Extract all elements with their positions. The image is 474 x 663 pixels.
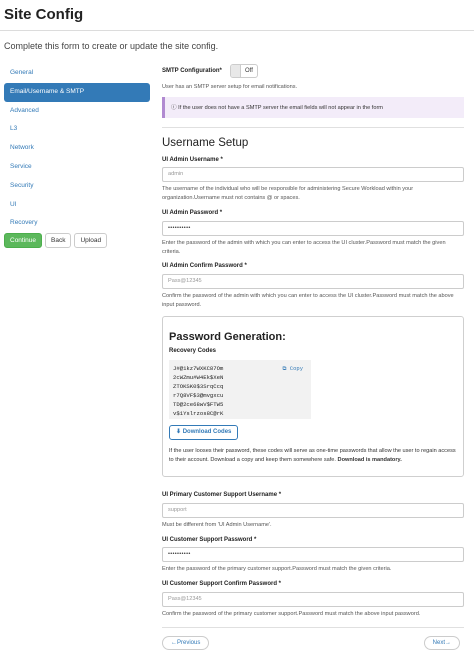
admin-username-label: UI Admin Username * bbox=[162, 157, 223, 163]
support-confirm-password-help: Confirm the password of the primary customer support.Password must match the above input password. bbox=[162, 611, 421, 617]
smtp-info-text: If the user does not have a SMTP server the email fields will not appear in the form bbox=[178, 105, 383, 111]
admin-password-input[interactable]: •••••••••• bbox=[162, 221, 464, 236]
admin-confirm-password-input[interactable]: Pass@12345 bbox=[162, 274, 464, 289]
recovery-codes-label: Recovery Codes bbox=[169, 348, 217, 354]
recovery-code: r7Q8VF$3@mvgxcu bbox=[173, 392, 224, 399]
admin-password-help: Enter the password of the admin with which you can enter to access the UI cluster.Password must match the given criteria. bbox=[162, 240, 446, 255]
smtp-info-alert bbox=[162, 97, 464, 118]
sidebar-item-security[interactable]: Security bbox=[10, 181, 34, 189]
recovery-code: J#@1kz7WXKC87Om bbox=[173, 365, 224, 372]
recovery-code: ZTOKSK0$3SrqCcq bbox=[173, 383, 224, 390]
admin-confirm-password-label: UI Admin Confirm Password * bbox=[162, 263, 247, 269]
sidebar-actions bbox=[4, 233, 107, 248]
support-password-help: Enter the password of the primary customer support.Password must match the given criteria. bbox=[162, 566, 392, 572]
support-username-label: UI Primary Customer Support Username * bbox=[162, 492, 282, 498]
toggle-knob bbox=[231, 65, 241, 77]
section-divider bbox=[162, 127, 464, 128]
recovery-codes-note-text: If the user looses their password, these codes will serve as one-time passwords that allow the user to regain access to their account. Download a copy and keep them somewhere safe. bbox=[169, 448, 456, 463]
smtp-config-label: SMTP Configuration* bbox=[162, 68, 222, 74]
sidebar-item-service[interactable]: Service bbox=[10, 162, 32, 170]
download-mandatory-text: Download is mandatory. bbox=[337, 456, 402, 463]
password-generation-panel bbox=[162, 316, 464, 477]
admin-password-label: UI Admin Password * bbox=[162, 210, 223, 216]
support-confirm-password-label: UI Customer Support Confirm Password * bbox=[162, 581, 282, 587]
smtp-help: User has an SMTP server setup for email notifications. bbox=[162, 84, 298, 90]
recovery-codes-box bbox=[169, 360, 311, 419]
recovery-code: TD@2ce68wV$FTW5 bbox=[173, 401, 224, 408]
copy-label: Copy bbox=[289, 365, 303, 372]
download-codes-button[interactable] bbox=[169, 425, 238, 440]
recovery-code: v$1Yslrzos8C@rK bbox=[173, 410, 224, 417]
sidebar-item-recovery[interactable]: Recovery bbox=[10, 219, 38, 227]
admin-username-help: The username of the individual who will be responsible for administering Secure Workload within your organization.Username must not contains @ or spaces. bbox=[162, 186, 414, 201]
continue-button[interactable]: Continue bbox=[4, 233, 42, 248]
password-generation-title: Password Generation: bbox=[169, 331, 286, 343]
copy-codes-button[interactable] bbox=[283, 364, 303, 373]
title-divider bbox=[0, 30, 474, 31]
sidebar-nav bbox=[4, 64, 150, 233]
recovery-code: 2cWZmu#W4Ek$XeN bbox=[173, 374, 224, 381]
sidebar-item-advanced[interactable]: Advanced bbox=[10, 106, 39, 114]
upload-button[interactable]: Upload bbox=[74, 233, 107, 248]
smtp-toggle[interactable] bbox=[230, 64, 258, 78]
admin-username-input[interactable]: admin bbox=[162, 167, 464, 182]
pager-divider bbox=[162, 627, 464, 628]
support-password-label: UI Customer Support Password * bbox=[162, 537, 257, 543]
info-icon: ⓘ bbox=[171, 105, 177, 111]
next-button[interactable]: Next→ bbox=[424, 636, 460, 650]
username-setup-title: Username Setup bbox=[162, 137, 249, 149]
download-codes-label: Download Codes bbox=[182, 429, 232, 435]
download-icon: ⬇ bbox=[176, 429, 182, 435]
page-title: Site Config bbox=[4, 6, 84, 23]
support-password-input[interactable]: •••••••••• bbox=[162, 547, 464, 562]
sidebar-item-l3[interactable]: L3 bbox=[10, 125, 18, 133]
copy-icon: ⧉ bbox=[282, 365, 287, 372]
back-button[interactable]: Back bbox=[45, 233, 71, 248]
recovery-codes-note bbox=[169, 447, 459, 464]
sidebar-item-email-username-smtp[interactable]: Email/Username & SMTP bbox=[4, 83, 150, 102]
sidebar-item-general[interactable]: General bbox=[10, 69, 34, 76]
sidebar-item-network[interactable]: Network bbox=[10, 144, 34, 152]
support-confirm-password-input[interactable]: Pass@12345 bbox=[162, 592, 464, 607]
smtp-toggle-value: Off bbox=[245, 68, 253, 74]
page-intro: Complete this form to create or update the site config. bbox=[4, 41, 219, 51]
support-username-help: Must be different from 'UI Admin Username'. bbox=[162, 522, 272, 528]
previous-button[interactable]: ←Previous bbox=[162, 636, 209, 650]
sidebar-item-ui[interactable]: UI bbox=[10, 200, 17, 208]
admin-confirm-password-help: Confirm the password of the admin with which you can enter to access the UI cluster.Password must match the above input password. bbox=[162, 293, 454, 308]
support-username-input[interactable]: support bbox=[162, 503, 464, 518]
